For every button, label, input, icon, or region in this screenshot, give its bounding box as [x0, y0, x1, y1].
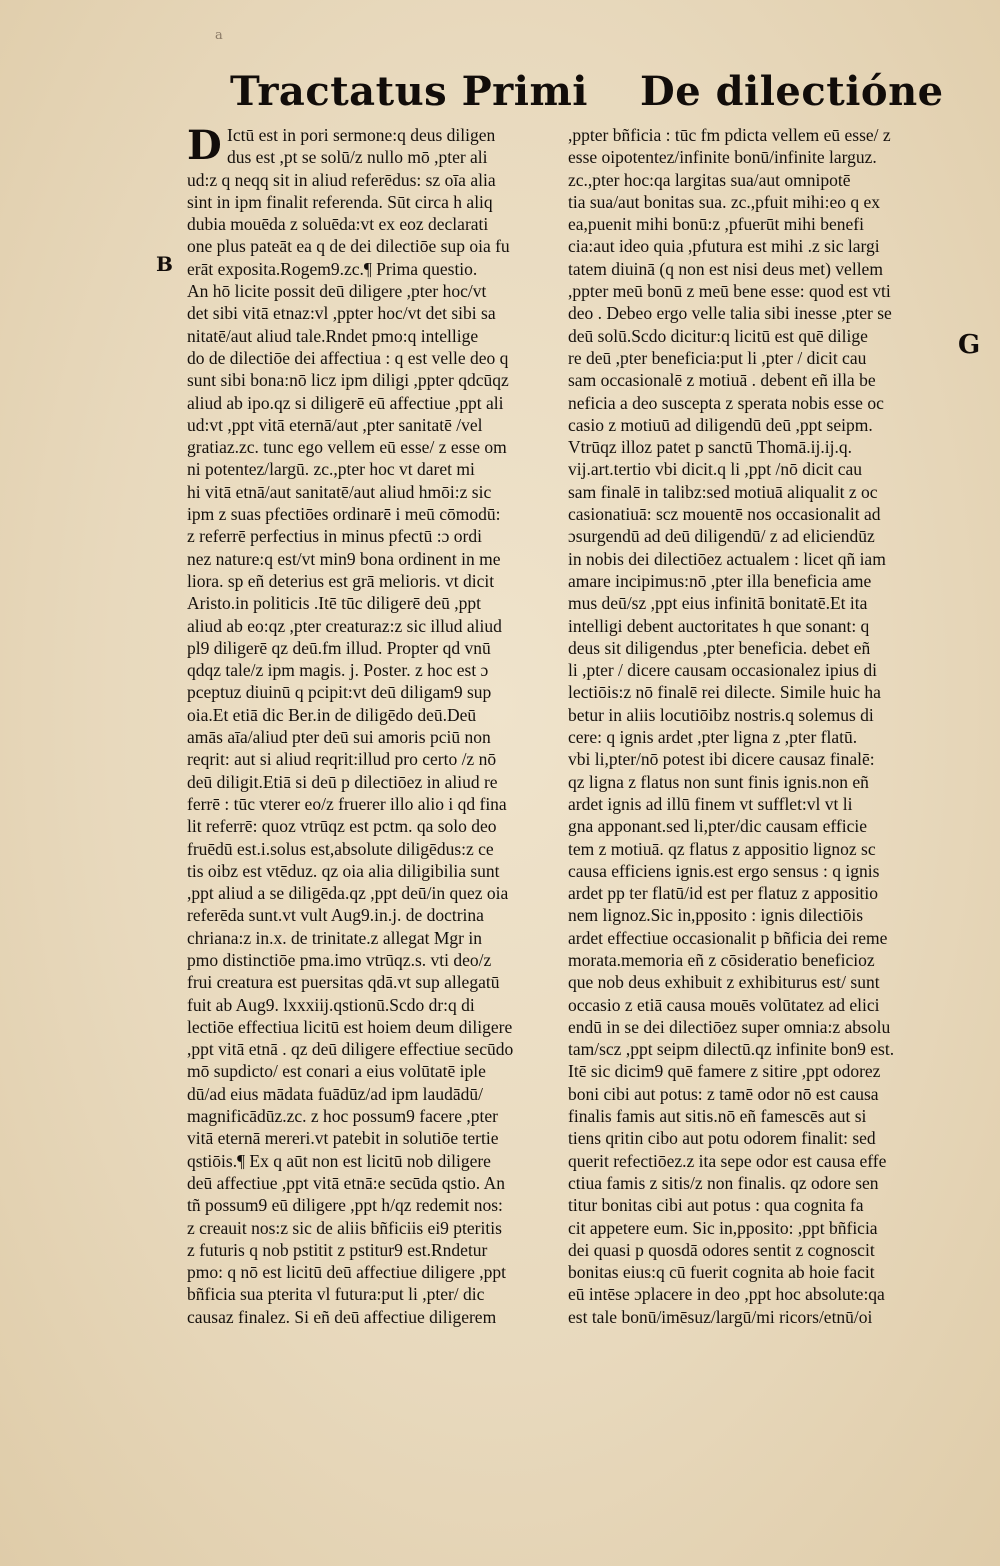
left-column-line: lectiōe effectiua licitū est hoiem deum diligere — [187, 1016, 513, 1037]
left-column-line: aliud ab ipo.qz si diligerē eū affectiue ,ppt ali — [187, 392, 504, 413]
right-column-line: que nob deus exhibuit z exhibiturus est/ sunt — [568, 972, 880, 993]
left-column-line: dus est ,pt se solū/z nullo mō ,pter ali — [227, 147, 488, 168]
left-column-line: vitā eternā mereri.vt patebit in solutiōe tertie — [187, 1128, 499, 1149]
left-column-line: chriana:z in.x. de trinitate.z allegat Mgr in — [187, 927, 482, 948]
right-column-line: tem z motiuā. qz flatus z appositio lignoz sc — [568, 838, 876, 859]
right-column-line: occasio z etiā causa mouēs volūtatez ad elici — [568, 994, 880, 1015]
right-column-line: in nobis dei dilectiōez actualem : licet qñ iam — [568, 548, 886, 569]
right-column-line: li ,pter / dicere causam occasionalez ipius di — [568, 660, 878, 681]
left-column-line: erāt exposita.Rogem9.zc.¶ Prima questio. — [187, 258, 478, 279]
left-column-line: aliud ab eo:qz ,pter creaturaz:z sic illud aliud — [187, 615, 502, 636]
left-column-line: liora. sp eñ deterius est grā melioris. vt dicit — [187, 570, 495, 591]
right-column-line: re deū ,pter beneficia:put li ,pter / dicit cau — [568, 347, 867, 368]
left-column-line: sunt sibi bona:nō licz ipm diligi ,ppter qdcūqz — [187, 370, 509, 391]
left-column-line: ni potentez/largū. zc.,pter hoc vt daret mi — [187, 459, 475, 480]
left-column-line: referēda sunt.vt vult Aug9.in.j. de doctrina — [187, 905, 484, 926]
running-title-left: Tractatus Primi — [230, 68, 588, 115]
right-column-line: deus sit diligendus ,pter beneficia. debet eñ — [568, 637, 871, 658]
left-column-line: bñficia sua pterita vl futura:put li ,pter/ dic — [187, 1284, 485, 1305]
right-column-line: ardet pp ter flatū/id est per flatuz z appositio — [568, 883, 879, 904]
right-column-line: sam finalē in talibz:sed motiuā aliqualit z oc — [568, 481, 878, 502]
right-column-line: vbi li,pter/nō potest ibi dicere causaz finalē: — [568, 749, 875, 770]
left-column-line: lit referrē: quoz vtrūqz est pctm. qa solo deo — [187, 816, 497, 837]
left-column-line: nez nature:q est/vt min9 bona ordinent in me — [187, 548, 501, 569]
right-column-line: neficia a deo suscepta z sperata nobis esse oc — [568, 392, 884, 413]
right-column-line: boni cibi aut potus: z tamē odor nō est causa — [568, 1083, 879, 1104]
right-column-line: dei quasi p quosdā odores sentit z cognoscit — [568, 1239, 875, 1260]
left-column-line: fuit ab Aug9. lxxxiij.qstionū.Scdo dr:q di — [187, 994, 475, 1015]
left-column-line: pmo distinctiōe pma.imo vtrūqz.s. vti deo/z — [187, 949, 492, 970]
left-column-line: amās aīa/aliud pter deū sui amoris pciū non — [187, 727, 491, 748]
left-column-line: one plus pateāt ea q de dei dilectiōe sup oia fu — [187, 236, 510, 257]
right-column-line: sam occasionalē z motiuā . debent eñ illa be — [568, 370, 876, 391]
right-column-line: Itē sic dicim9 quē famere z sitire ,ppt odorez — [568, 1061, 881, 1082]
right-column-line: eū intēse ɔplacere in deo ,ppt hoc absolute:qa — [568, 1284, 885, 1305]
left-column-line: deū affectiue ,ppt vitā etnā:e secūda qstio. An — [187, 1172, 505, 1193]
left-column-line: det sibi vitā etnaz:vl ,ppter hoc/vt det sibi sa — [187, 303, 496, 324]
left-column-line: ud:z q neqq sit in aliud referēdus: sz oīa alia — [187, 169, 496, 190]
left-column-line: pl9 diligerē qz deū.fm illud. Propter qd vnū — [187, 637, 491, 658]
left-column-line: tis oibz est vtēduz. qz oia alia diligibilia sunt — [187, 860, 500, 881]
left-column-line: z referrē perfectius in minus pfectū :ɔ ordi — [187, 526, 482, 547]
left-column-line: fruēdū est.i.solus est,absolute diligēdus:z ce — [187, 838, 494, 859]
left-column-line: ,ppt vitā etnā . qz deū diligere effectiue secūdo — [187, 1039, 514, 1060]
right-column-line: endū in se dei dilectiōez super omnia:z absolu — [568, 1016, 891, 1037]
right-column-line: cit appetere eum. Sic in,pposito: ,ppt bñficia — [568, 1217, 878, 1238]
left-column-line: nitatē/aut aliud tale.Rndet pmo:q intellige — [187, 325, 479, 346]
left-column-line: pceptuz diuinū q pcipit:vt deū diligam9 sup — [187, 682, 492, 703]
left-column-line: frui creatura est puersitas qdā.vt sup allegatū — [187, 972, 500, 993]
right-column-line: nem lignoz.Sic in,pposito : ignis dilectiōis — [568, 905, 864, 926]
left-column-line: causaz finalez. Si eñ deū affectiue diligerem — [187, 1306, 497, 1327]
right-column-line: morata.memoria eñ z cōsideratio beneficioz — [568, 949, 875, 970]
left-column-line: ipm z suas pfectiōes ordinarē i meū cōmodū: — [187, 504, 501, 525]
left-column-line: Aristo.in politicis .Itē tūc diligerē deū ,ppt — [187, 593, 482, 614]
left-column-line: gratiaz.zc. tunc ego vellem eū esse/ z esse om — [187, 437, 507, 458]
right-column-line: ,ppter meū bonū z meū bene esse: quod est vti — [568, 281, 891, 302]
right-column-line: amare incipimus:nō ,pter illa beneficia ame — [568, 570, 872, 591]
right-column-line: finalis famis aut sitis.nō eñ famescēs aut si — [568, 1106, 867, 1127]
right-column-line: tiens qritin cibo aut potu odorem finalit: sed — [568, 1128, 876, 1149]
right-column-line: titur bonitas cibi aut potus : qua cognita fa — [568, 1195, 864, 1216]
right-column-line: mus deū/sz ,ppt eius infinitā bonitatē.Et ita — [568, 593, 868, 614]
right-column-line: qz ligna z flatus non sunt finis ignis.non eñ — [568, 771, 869, 792]
right-column-line: intelligi debent auctoritates h que sonant: q — [568, 615, 870, 636]
left-column-line: ,ppt aliud a se diligēda.qz ,ppt deū/in quez oia — [187, 883, 509, 904]
right-column-line: casio z motiuū ad diligendū deū ,ppt seipm. — [568, 414, 873, 435]
right-column-line: ɔsurgendū ad deū diligendū/ z ad eliciendūz — [568, 526, 875, 547]
left-column-line: do de dilectiōe dei affectiua : q est velle deo q — [187, 347, 509, 368]
right-column-line: causa efficiens ignis.est ergo sensus : q ignis — [568, 860, 880, 881]
right-column-line: deū solū.Scdo dicitur:q licitū est quē dilige — [568, 325, 868, 346]
right-column-line: ardet effectiue occasionalit p bñficia dei reme — [568, 927, 888, 948]
running-header — [190, 64, 944, 124]
right-column-line: zc.,pter hoc:qa largitas sua/aut omnipotē — [568, 169, 851, 190]
right-column-line: lectiōis:z nō finalē rei dilecte. Simile huic ha — [568, 682, 881, 703]
right-column-line: tam/scz ,ppt seipm dilectū.qz infinite bon9 est. — [568, 1039, 895, 1060]
right-column-line: querit refectiōez.z ita sepe odor est causa effe — [568, 1150, 887, 1171]
marginal-letter-right: G — [958, 330, 981, 360]
left-column-line: oia.Et etiā dic Ber.in de diligēdo deū.Deū — [187, 704, 477, 725]
left-column-line: sint in ipm finalit referenda. Sūt circa h aliq — [187, 191, 493, 212]
left-column-line: mō supdicto/ est conari a eius volūtatē iple — [187, 1061, 486, 1082]
text-column-left — [187, 124, 552, 1328]
left-column-line: hi vitā etnā/aut sanitatē/aut aliud hmōi:z sic — [187, 481, 492, 502]
left-column-line: ferrē : tūc vterer eo/z fruerer illo alio i qd fina — [187, 793, 507, 814]
running-title-right: De dilectióne — [640, 68, 944, 115]
left-column-line: ud:vt ,ppt vitā eternā/aut ,pter sanitatē /vel — [187, 414, 483, 435]
left-column-line: tñ possum9 eū diligere ,ppt h/qz redemit nos: — [187, 1195, 503, 1216]
right-column-line: deo . Debeo ergo velle talia sibi inesse ,pter se — [568, 303, 892, 324]
right-column-line: tatem diuinā (q non est nisi deus met) vellem — [568, 258, 883, 279]
marginal-letter-left: B — [156, 252, 173, 276]
left-column-line: reqrit: aut si aliud reqrit:illud pro certo /z nō — [187, 749, 497, 770]
right-column-line: ardet ignis ad illū finem vt sufflet:vl vt li — [568, 793, 853, 814]
left-column-line: Ictū est in pori sermone:q deus diligen — [227, 125, 496, 145]
right-column-line: gna apponant.sed li,pter/dic causam efficie — [568, 816, 868, 837]
text-column-right — [568, 124, 933, 1328]
left-column-line: An hō licite possit deū diligere ,pter hoc/vt — [187, 281, 487, 302]
left-column-line: z futuris q nob pstitit z pstitur9 est.Rndetur — [187, 1239, 488, 1260]
right-column-line: casionatiuā: scz mouentē nos occasionalit ad — [568, 504, 881, 525]
left-column-line: dubia mouēda z soluēda:vt ex eoz declarati — [187, 214, 489, 235]
right-column-line: Vtrūqz illoz patet p sanctū Thomā.ij.ij.q. — [568, 437, 852, 458]
right-column-line: cia:aut ideo quia ,pfutura est mihi .z sic largi — [568, 236, 880, 257]
right-column-line: vij.art.tertio vbi dicit.q li ,ppt /nō dicit cau — [568, 459, 863, 480]
initial-letter: D — [187, 122, 222, 169]
left-column-line: deū diligit.Etiā si deū p dilectiōez in aliud re — [187, 771, 498, 792]
right-column-line: ctiua famis z sitis/z non finalis. qz odore sen — [568, 1172, 879, 1193]
left-column-line: z creauit nos:z sic de aliis bñficiis ei9 pteritis — [187, 1217, 502, 1238]
right-column-line: ea,puenit mihi bonū:z ,pfuerūt mihi benefi — [568, 214, 864, 235]
left-column-line: magnificādūz.zc. z hoc possum9 facere ,pter — [187, 1106, 498, 1127]
left-column-line: qstiōis.¶ Ex q aūt non est licitū nob diligere — [187, 1150, 491, 1171]
right-column-line: cere: q ignis ardet ,pter ligna z ,pter flatū. — [568, 727, 858, 748]
right-column-line: tia sua/aut bonitas sua. zc.,pfuit mihi:eo q ex — [568, 191, 881, 212]
right-column-line: bonitas eius:q cū fuerit cognita ab hoie facit — [568, 1262, 875, 1283]
top-margin-mark: a — [215, 28, 223, 43]
right-column-line: esse oipotentez/infinite bonū/infinite larguz. — [568, 147, 877, 168]
left-column-line: pmo: q nō est licitū deū affectiue diligere ,ppt — [187, 1262, 506, 1283]
right-column-line: betur in aliis locutiōibz nostris.q solemus di — [568, 704, 874, 725]
left-column-line: qdqz tale/z ipm magis. j. Poster. z hoc est ɔ — [187, 660, 489, 681]
right-column-line: est tale bonū/imēsuz/largū/mi ricors/etnū/oi — [568, 1306, 873, 1327]
right-column-line: ,ppter bñficia : tūc fm pdicta vellem eū esse/ z — [568, 125, 891, 145]
left-column-line: dū/ad eius mādata fuādūz/ad ipm laudādū/ — [187, 1083, 483, 1104]
